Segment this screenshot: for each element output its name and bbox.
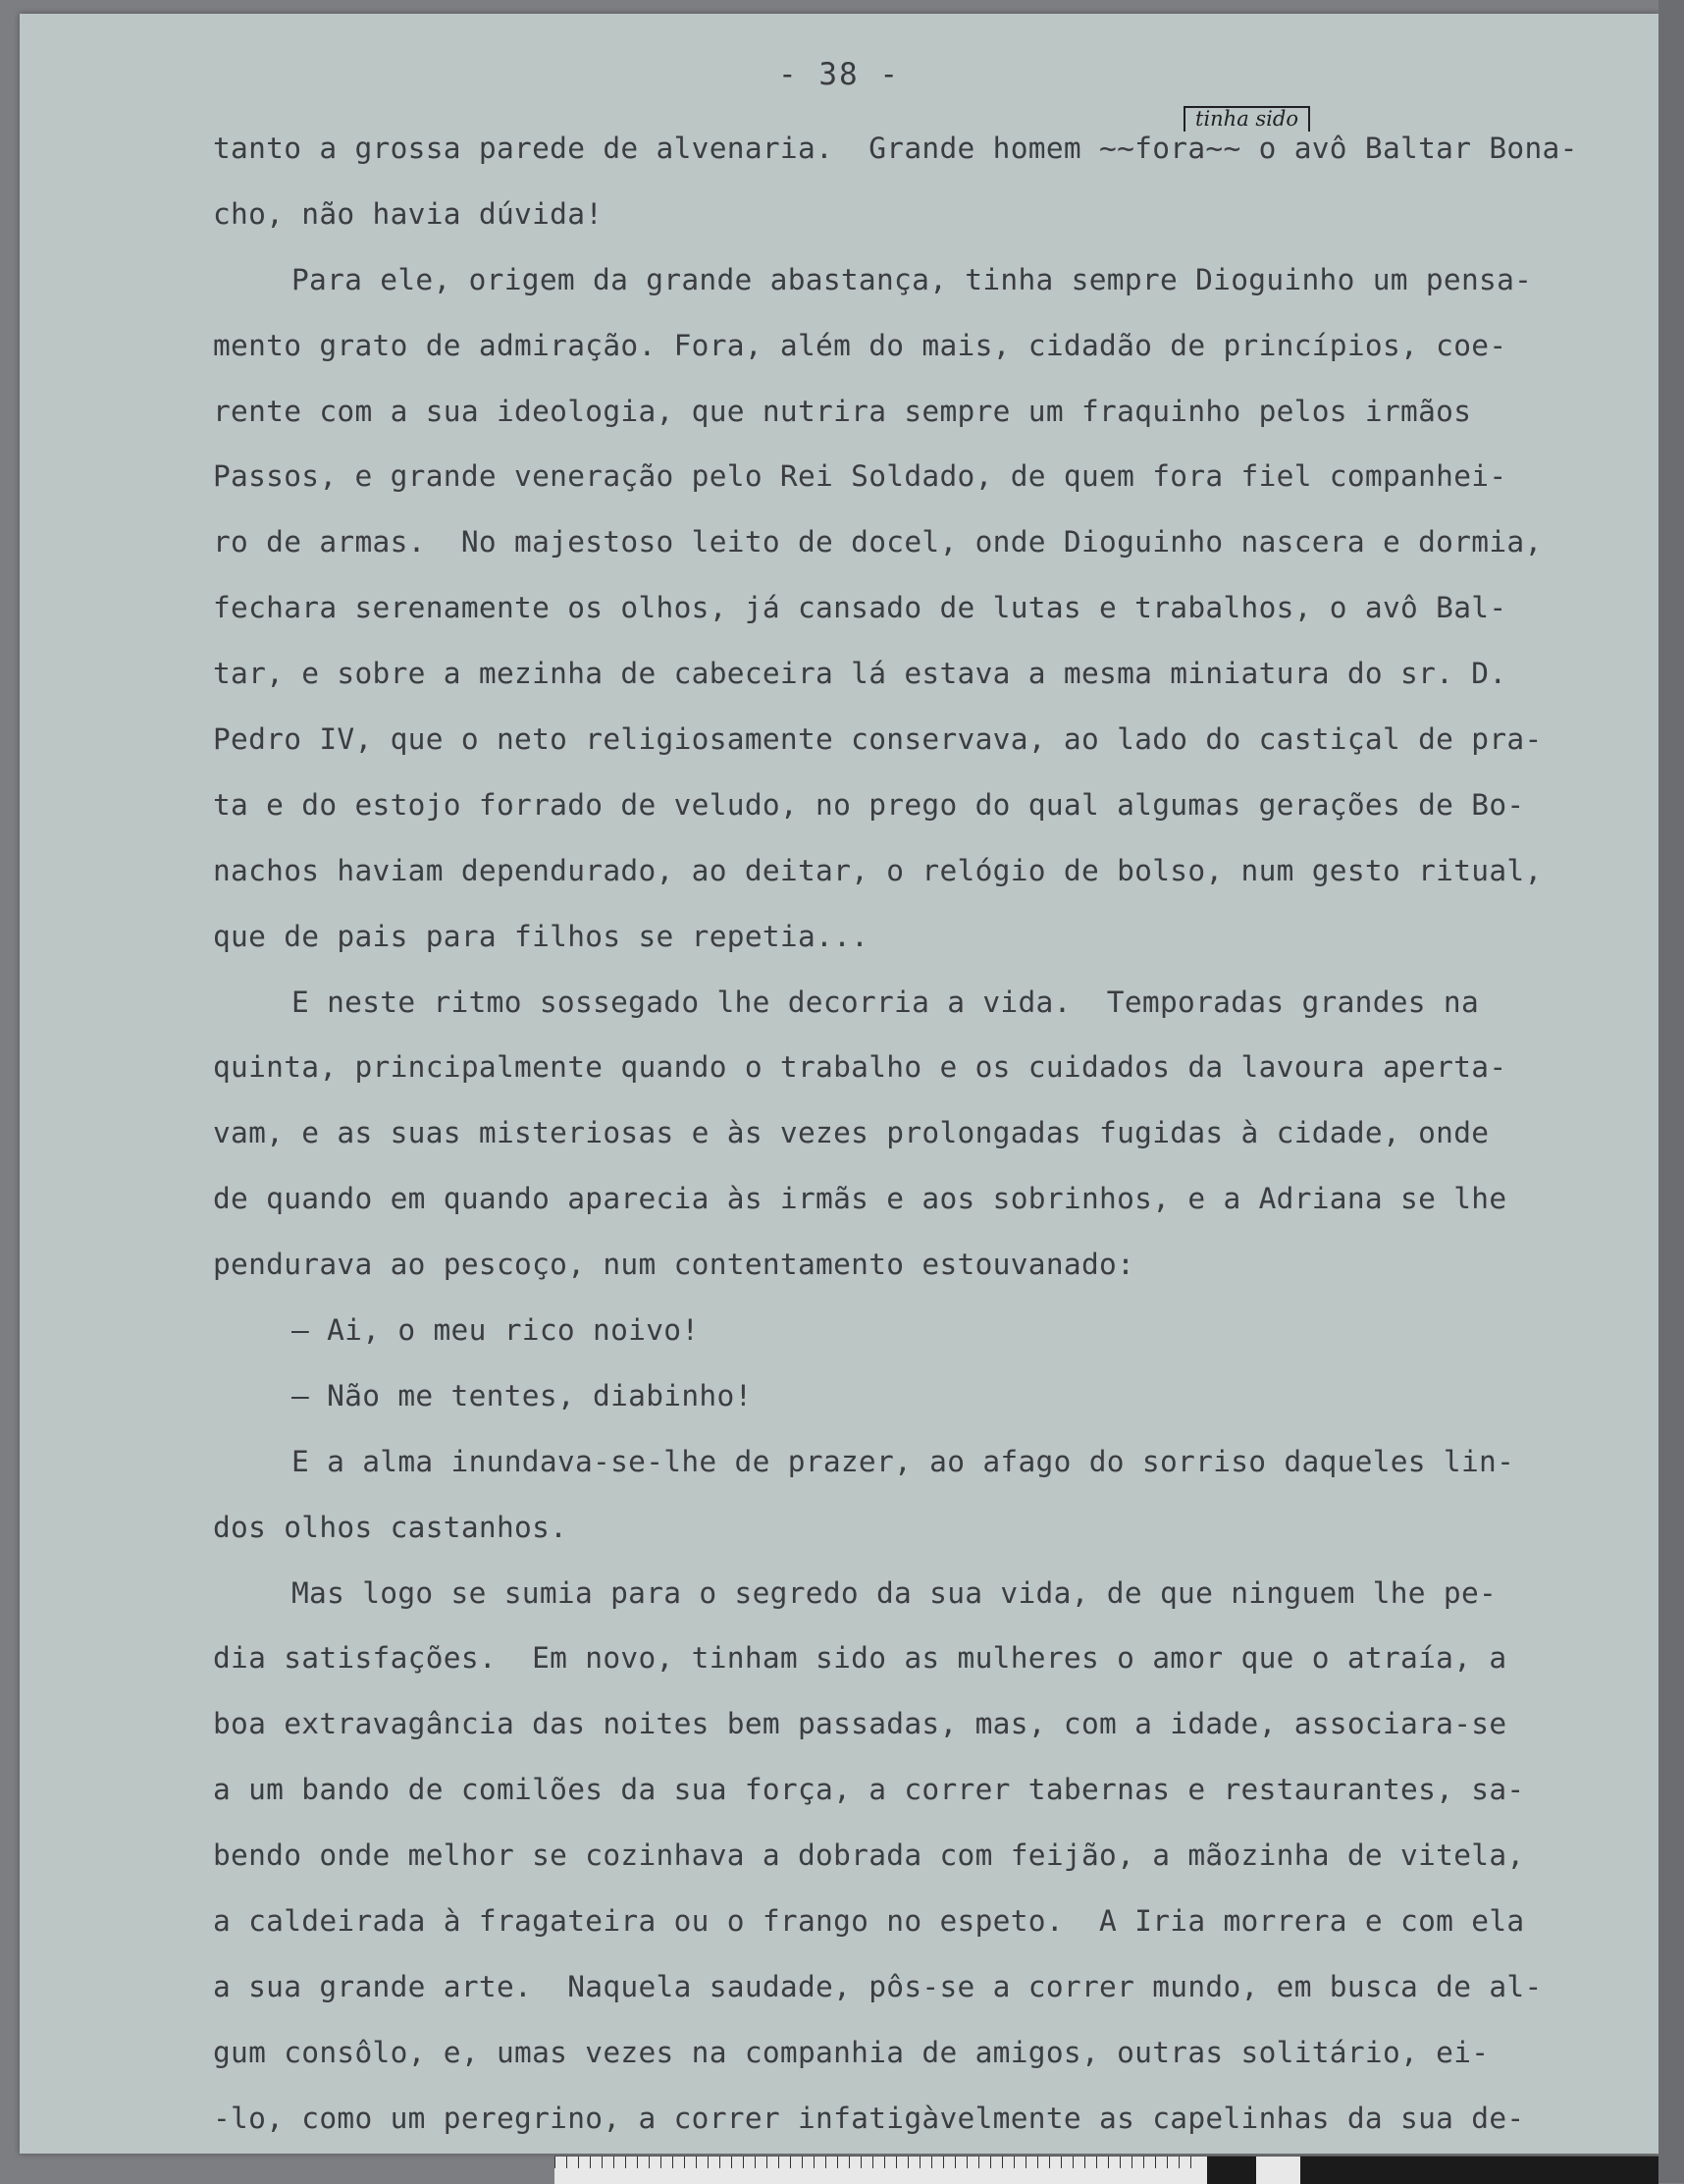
text-line: -lo, como um peregrino, a correr infatigàvelmente as capelinhas da sua de- (213, 2101, 1525, 2135)
handwritten-annotation: tinha sido (1184, 106, 1310, 132)
text-line: tanto a grossa parede de alvenaria. Grande homem ~~fora~~ o avô Baltar Bona- (213, 132, 1578, 165)
dialogue-line: — Ai, o meu rico noivo! (291, 1313, 700, 1348)
body-text (213, 116, 1675, 2152)
text-line: vam, e as suas misteriosas e às vezes prolongadas fugidas à cidade, onde (213, 1116, 1490, 1150)
text-line: boa extravagância das noites bem passadas, mas, com a idade, associara-se (213, 1707, 1507, 1741)
text-line: Pedro IV, que o neto religiosamente conservava, ao lado do castiçal de pra- (213, 722, 1543, 757)
text-line: quinta, principalmente quando o trabalho e os cuidados da lavoura aperta- (213, 1050, 1507, 1085)
text-line: E a alma inundava-se-lhe de prazer, ao afago do sorriso daqueles lin- (291, 1444, 1515, 1478)
text-line: Para ele, origem da grande abastança, tinha sempre Dioguinho um pensa- (291, 262, 1533, 296)
text-line: fechara serenamente os olhos, já cansado de lutas e trabalhos, o avô Bal- (213, 591, 1507, 625)
page-number: - 38 - (778, 57, 900, 92)
ruler-segment (1207, 2157, 1256, 2184)
text-line: E neste ritmo sossegado lhe decorria a vida. Temporadas grandes na (291, 985, 1480, 1019)
dialogue-line: — Não me tentes, diabinho! (291, 1378, 753, 1412)
text-line: Mas logo se sumia para o segredo da sua vida, de que ninguem lhe pe- (291, 1575, 1498, 1610)
text-line: mento grato de admiração. Fora, além do mais, cidadão de princípios, coe- (213, 328, 1507, 362)
text-line: dia satisfações. Em novo, tinham sido as mulheres o amor que o atraía, a (213, 1641, 1507, 1676)
text-line: rente com a sua ideologia, que nutrira sempre um fraquinho pelos irmãos (213, 394, 1472, 428)
text-line: de quando em quando aparecia às irmãs e aos sobrinhos, e a Adriana se lhe (213, 1182, 1507, 1216)
text-line: a um bando de comilões da sua força, a correr tabernas e restaurantes, sa- (213, 1773, 1525, 1807)
text-line: ro de armas. No majestoso leito de docel, onde Dioguinho nascera e dormia, (213, 525, 1543, 559)
scale-ruler (554, 2156, 1658, 2184)
scan-background-edge (1658, 0, 1684, 2183)
text-line: pendurava ao pescoço, num contentamento estouvanado: (213, 1248, 1135, 1282)
text-line: nachos haviam dependurado, ao deitar, o relógio de bolso, num gesto ritual, (213, 853, 1543, 887)
document-page (20, 14, 1658, 2154)
text-line: ta e do estojo forrado de veludo, no prego do qual algumas gerações de Bo- (213, 787, 1525, 822)
text-line: cho, não havia dúvida! (213, 196, 604, 231)
ruler-segment (1300, 2157, 1658, 2184)
text-line: Passos, e grande veneração pelo Rei Soldado, de quem fora fiel companhei- (213, 459, 1507, 494)
text-line: a sua grande arte. Naquela saudade, pôs-se a correr mundo, em busca de al- (213, 1969, 1543, 2003)
text-line: a caldeirada à fragateira ou o frango no espeto. A Iria morrera e com ela (213, 1904, 1525, 1939)
ruler-ticks (554, 2157, 1202, 2168)
text-line: dos olhos castanhos. (213, 1510, 568, 1544)
text-line: tar, e sobre a mezinha de cabeceira lá estava a mesma miniatura do sr. D. (213, 657, 1507, 691)
text-line: que de pais para filhos se repetia... (213, 919, 869, 953)
text-line: gum consôlo, e, umas vezes na companhia de amigos, outras solitário, ei- (213, 2035, 1490, 2069)
text-line: bendo onde melhor se cozinhava a dobrada com feijão, a mãozinha de vitela, (213, 1838, 1525, 1873)
